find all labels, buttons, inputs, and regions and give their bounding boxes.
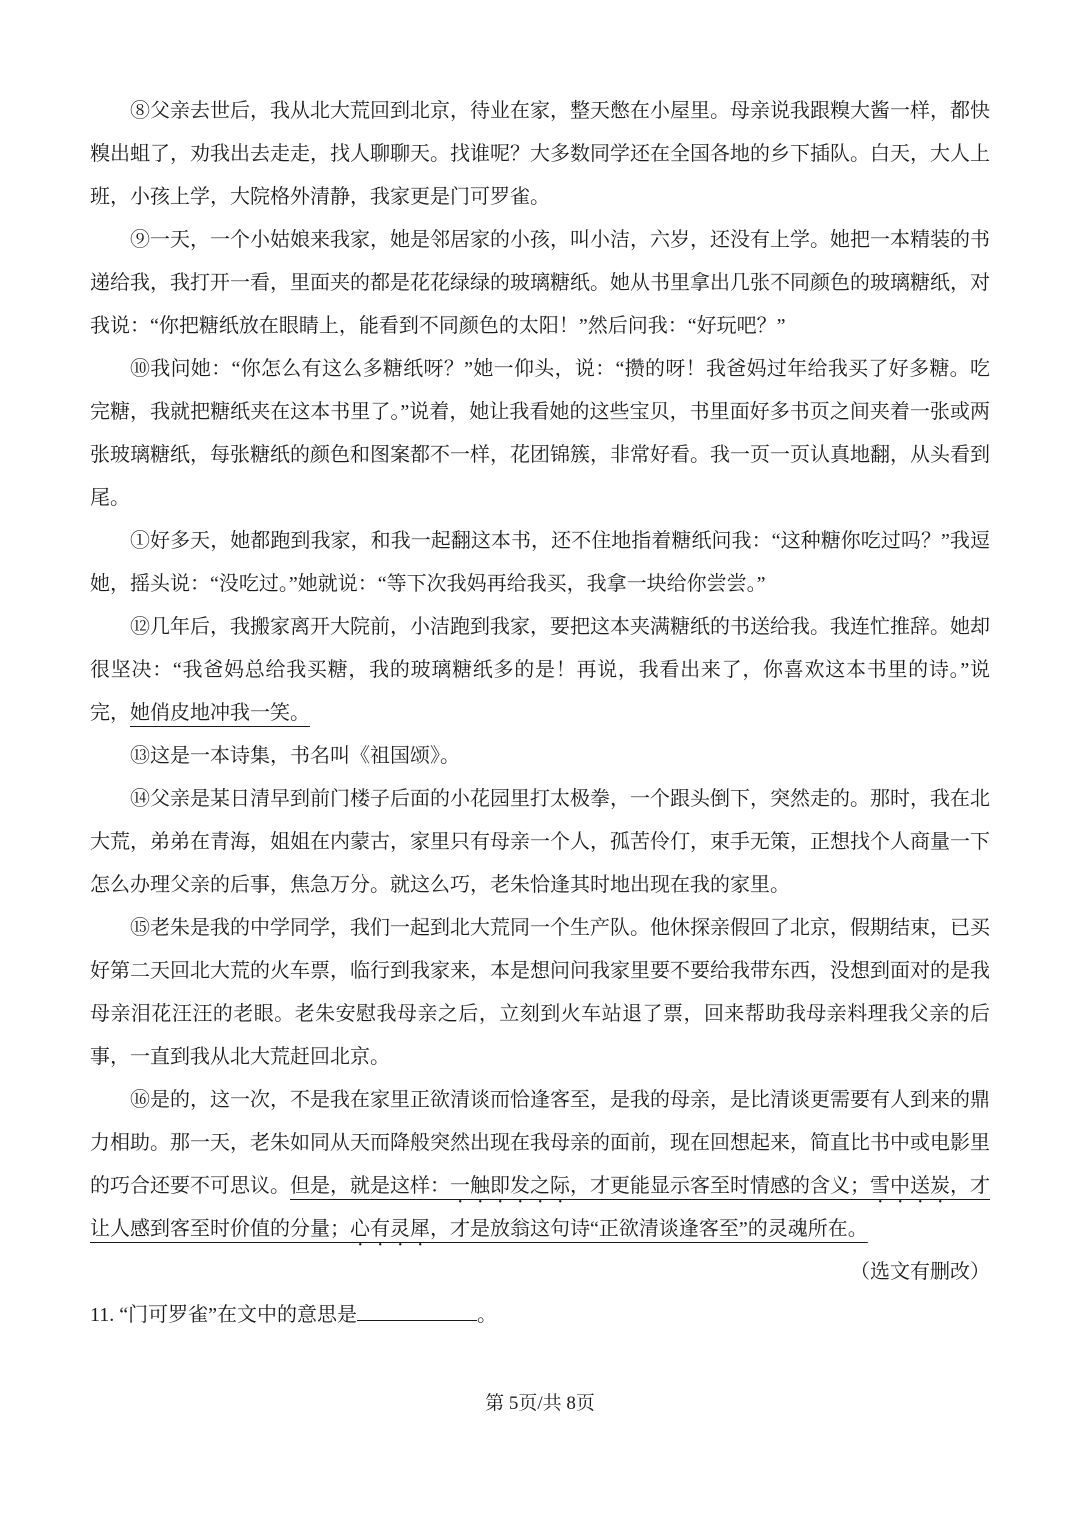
paragraph-16-text: ⑯是的，这一次，不是我在家里正欲清谈而恰逢客至，是我的母亲，是比清谈更需要有人到来的鼎力相助。那一天，老朱如同从天而降般突然出现在我母亲的面前，现在回想起来，简直比书中或电影里的巧合还要不可思议。 bbox=[90, 1089, 990, 1197]
question-11-suffix: 。 bbox=[477, 1304, 498, 1326]
paragraph-13-text: ⑬这是一本诗集，书名叫《祖国颂》。 bbox=[130, 745, 460, 767]
paragraph-16-emphasized-idiom-1: 一触即发之际 bbox=[450, 1175, 570, 1197]
paragraph-16-emphasized-idiom-2: 雪中送炭 bbox=[870, 1175, 950, 1197]
paragraph-10-text: ⑩我问她：“你怎么有这么多糖纸呀？”她一仰头，说：“攒的呀！我爸妈过年给我买了好多糖。吃完糖，我就把糖纸夹在这本书里了。”说着，她让我看她的这些宝贝，书里面好多书页之间夹着一张或两张玻璃糖纸，每张糖纸的颜色和图案都不一样，花团锦簇，非常好看。我一页一页认真地翻，从头看到尾。 bbox=[90, 358, 990, 509]
paragraph-14 bbox=[90, 778, 990, 907]
paragraph-15-text: ⑮老朱是我的中学同学，我们一起到北大荒同一个生产队。他休探亲假回了北京，假期结束，已买好第二天回北大荒的火车票，临行到我家来，本是想问问我家里要不要给我带东西，没想到面对的是我母亲泪花汪汪的老眼。老朱安慰我母亲之后，立刻到火车站退了票，回来帮助我母亲料理我父亲的后事，一直到我从北大荒赶回北京。 bbox=[90, 917, 990, 1068]
paragraph-16-underlined-text-1: 但是，就是这样： bbox=[290, 1175, 450, 1197]
reading-passage bbox=[90, 90, 990, 1337]
page-number-label: 第 5页/共 8页 bbox=[485, 1393, 595, 1414]
paragraph-12-text: ⑫几年后，我搬家离开大院前，小洁跑到我家，要把这本夹满糖纸的书送给我。我连忙推辞。她却很坚决：“我爸妈总给我买糖，我的玻璃糖纸多的是！再说，我看出来了，你喜欢这本书里的诗。”说完， bbox=[90, 616, 990, 724]
paragraph-13 bbox=[90, 735, 990, 778]
paragraph-11-text: ①好多天，她都跑到我家，和我一起翻这本书，还不住地指着糖纸问我：“这种糖你吃过吗？”我逗她，摇头说：“没吃过。”她就说：“等下次我妈再给我买，我拿一块给你尝尝。” bbox=[90, 530, 990, 595]
paragraph-16-emphasized-idiom-3: 心有灵犀 bbox=[350, 1218, 430, 1240]
paragraph-14-text: ⑭父亲是某日清早到前门楼子后面的小花园里打太极拳，一个跟头倒下，突然走的。那时，我在北大荒，弟弟在青海，姐姐在内蒙古，家里只有母亲一个人，孤苦伶仃，束手无策，正想找个人商量一下怎么办理父亲的后事，焦急万分。就这么巧，老朱恰逢其时地出现在我的家里。 bbox=[90, 788, 990, 896]
paragraph-16 bbox=[90, 1079, 990, 1251]
paragraph-16-underlined-text-4: ，才是放翁这句诗“正欲清谈逢客至”的灵魂所在。 bbox=[430, 1218, 868, 1240]
paragraph-16-underlined-text-2: ，才更能显示客至时情感的含义； bbox=[570, 1175, 870, 1197]
paragraph-8 bbox=[90, 90, 990, 219]
paragraph-10 bbox=[90, 348, 990, 520]
paragraph-8-text: ⑧父亲去世后，我从北大荒回到北京，待业在家，整天憋在小屋里。母亲说我跟糗大酱一样，都快糗出蛆了，劝我出去走走，找人聊聊天。找谁呢？大多数同学还在全国各地的乡下插队。白天，大人上班，小孩上学，大院格外清静，我家更是门可罗雀。 bbox=[90, 100, 990, 208]
paragraph-12-underlined-text: 她俏皮地冲我一笑。 bbox=[130, 702, 310, 724]
answer-blank bbox=[357, 1300, 477, 1321]
question-11-number: 11. bbox=[90, 1304, 115, 1326]
paragraph-9 bbox=[90, 219, 990, 348]
paragraph-11 bbox=[90, 520, 990, 606]
page-footer bbox=[0, 1388, 1080, 1415]
paragraph-16-underlined-text-3: ，才让人感到客至时价值的分量； bbox=[90, 1175, 990, 1240]
question-11 bbox=[90, 1294, 990, 1337]
attribution-line bbox=[90, 1251, 990, 1294]
question-11-text: “门可罗雀”在文中的意思是 bbox=[119, 1304, 358, 1326]
paragraph-12 bbox=[90, 606, 990, 735]
paragraph-9-text: ⑨一天，一个小姑娘来我家，她是邻居家的小孩，叫小洁，六岁，还没有上学。她把一本精装的书递给我，我打开一看，里面夹的都是花花绿绿的玻璃糖纸。她从书里拿出几张不同颜色的玻璃糖纸，对我说：“你把糖纸放在眼睛上，能看到不同颜色的太阳！”然后问我：“好玩吧？” bbox=[90, 229, 990, 337]
paragraph-15 bbox=[90, 907, 990, 1079]
attribution-text: （选文有删改） bbox=[850, 1261, 990, 1283]
